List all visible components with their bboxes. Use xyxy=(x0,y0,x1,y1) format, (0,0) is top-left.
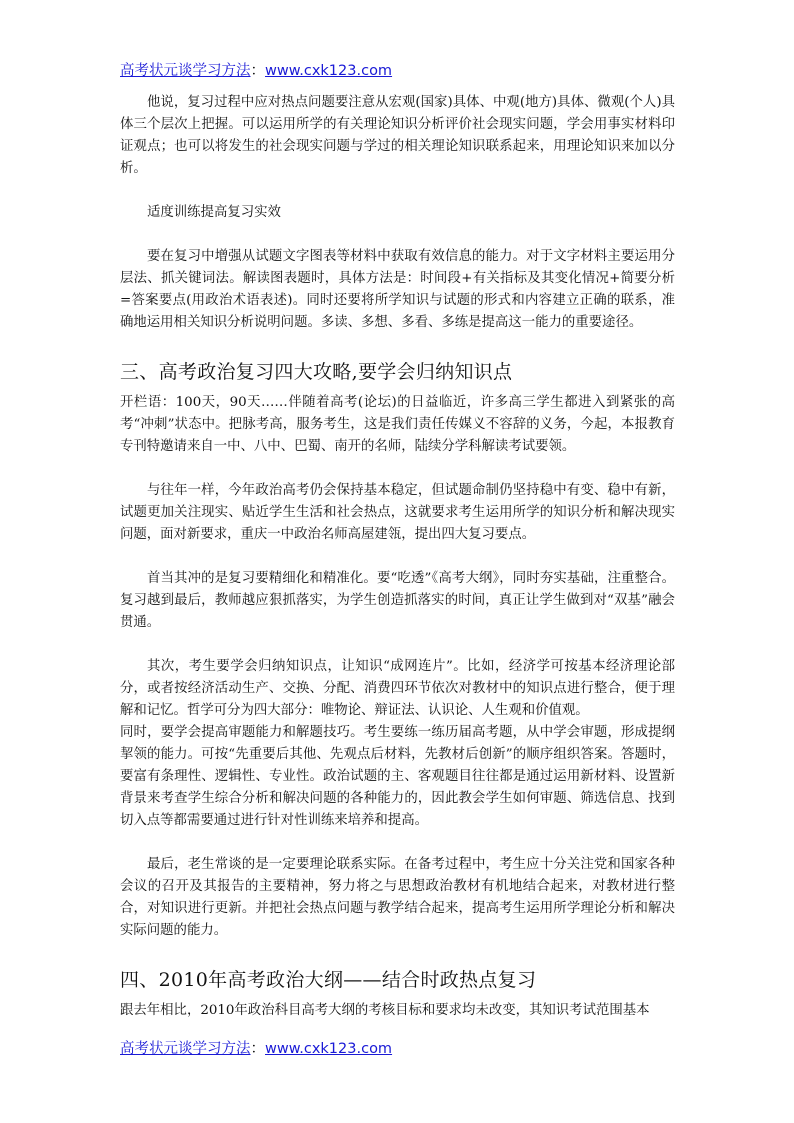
header-url-link[interactable]: www.cxk123.com xyxy=(265,63,393,79)
footer-separator: ： xyxy=(250,1041,265,1057)
header-separator: ： xyxy=(250,63,265,79)
section-heading: 四、2010年高考政治大纲——结合时政热点复习 xyxy=(120,969,537,991)
header-link[interactable]: 高考状元谈学习方法 xyxy=(120,63,251,79)
paragraph: 他说，复习过程中应对热点问题要注意从宏观(国家)具体、中观(地方)具体、微观(个人)具体三个层次上把握。可以运用所学的有关理论知识分析评价社会现实问题，学会用事实材料印证观点；也可以将发生的社会现实问题与学过的相关理论知识联系起来，用理论知识来加以分析。 xyxy=(120,95,675,176)
footer-url-link[interactable]: www.cxk123.com xyxy=(265,1041,393,1057)
footer-link[interactable]: 高考状元谈学习方法 xyxy=(120,1041,251,1057)
page-header xyxy=(120,59,392,80)
paragraph: 与往年一样，今年政治高考仍会保持基本稳定，但试题命制仍坚持稳中有变、稳中有新，试题更加关注现实、贴近学生生活和社会热点，这就要求考生运用所学的知识分析和解决现实问题，面对新要求，重庆一中政治名师高屋建瓴，提出四大复习要点。 xyxy=(120,483,675,542)
paragraph: 首当其冲的是复习要精细化和精准化。要“吃透”《高考大纲》，同时夯实基础，注重整合。复习越到最后，教师越应狠抓落实，为学生创造抓落实的时间，真正让学生做到对“双基”融会贯通。 xyxy=(120,571,675,630)
page-footer xyxy=(120,1037,392,1058)
subheading: 适度训练提高复习实效 xyxy=(147,205,281,220)
document-body xyxy=(120,92,675,1022)
paragraph: 同时，要学会提高审题能力和解题技巧。考生要练一练历届高考题，从中学会审题，形成提纲挈领的能力。可按“先重要后其他、先观点后材料，先教材后创新”的顺序组织答案。答题时，要富有条理性、逻辑性、专业性。政治试题的主、客观题目往往都是通过运用新材料、设置新背景来考查学生综合分析和解决问题的各种能力的，因此教会学生如何审题、筛选信息、找到切入点等都需要通过进行针对性训练来培养和提高。 xyxy=(120,725,675,828)
paragraph: 跟去年相比，2010年政治科目高考大纲的考核目标和要求均未改变，其知识考试范围基本 xyxy=(120,1003,650,1018)
paragraph: 其次，考生要学会归纳知识点，让知识“成网连片”。比如，经济学可按基本经济理论部分，或者按经济活动生产、交换、分配、消费四环节依次对教材中的知识点进行整合，便于理解和记忆。哲学可分为四大部分：唯物论、辩证法、认识论、人生观和价值观。 xyxy=(120,659,675,718)
paragraph: 最后，老生常谈的是一定要理论联系实际。在备考过程中，考生应十分关注党和国家各种会议的召开及其报告的主要精神，努力将之与思想政治教材有机地结合起来，对教材进行整合，对知识进行更新。并把社会热点问题与教学结合起来，提高考生运用所学理论分析和解决实际问题的能力。 xyxy=(120,857,675,938)
paragraph: 要在复习中增强从试题文字图表等材料中获取有效信息的能力。对于文字材料主要运用分层法、抓关键词法。解读图表题时，具体方法是：时间段+有关指标及其变化情况+简要分析=答案要点(用政治术语表述)。同时还要将所学知识与试题的形式和内容建立正确的联系，准确地运用相关知识分析说明问题。多读、多想、多看、多练是提高这一能力的重要途径。 xyxy=(120,249,675,330)
paragraph: 开栏语：100天，90天……伴随着高考(论坛)的日益临近，许多高三学生都进入到紧张的高考“冲刺”状态中。把脉考高，服务考生，这是我们责任传媒义不容辞的义务，今起，本报教育专刊特邀请来自一中、八中、巴蜀、南开的名师，陆续分学科解读考试要领。 xyxy=(120,395,675,454)
section-heading: 三、高考政治复习四大攻略,要学会归纳知识点 xyxy=(120,361,513,383)
